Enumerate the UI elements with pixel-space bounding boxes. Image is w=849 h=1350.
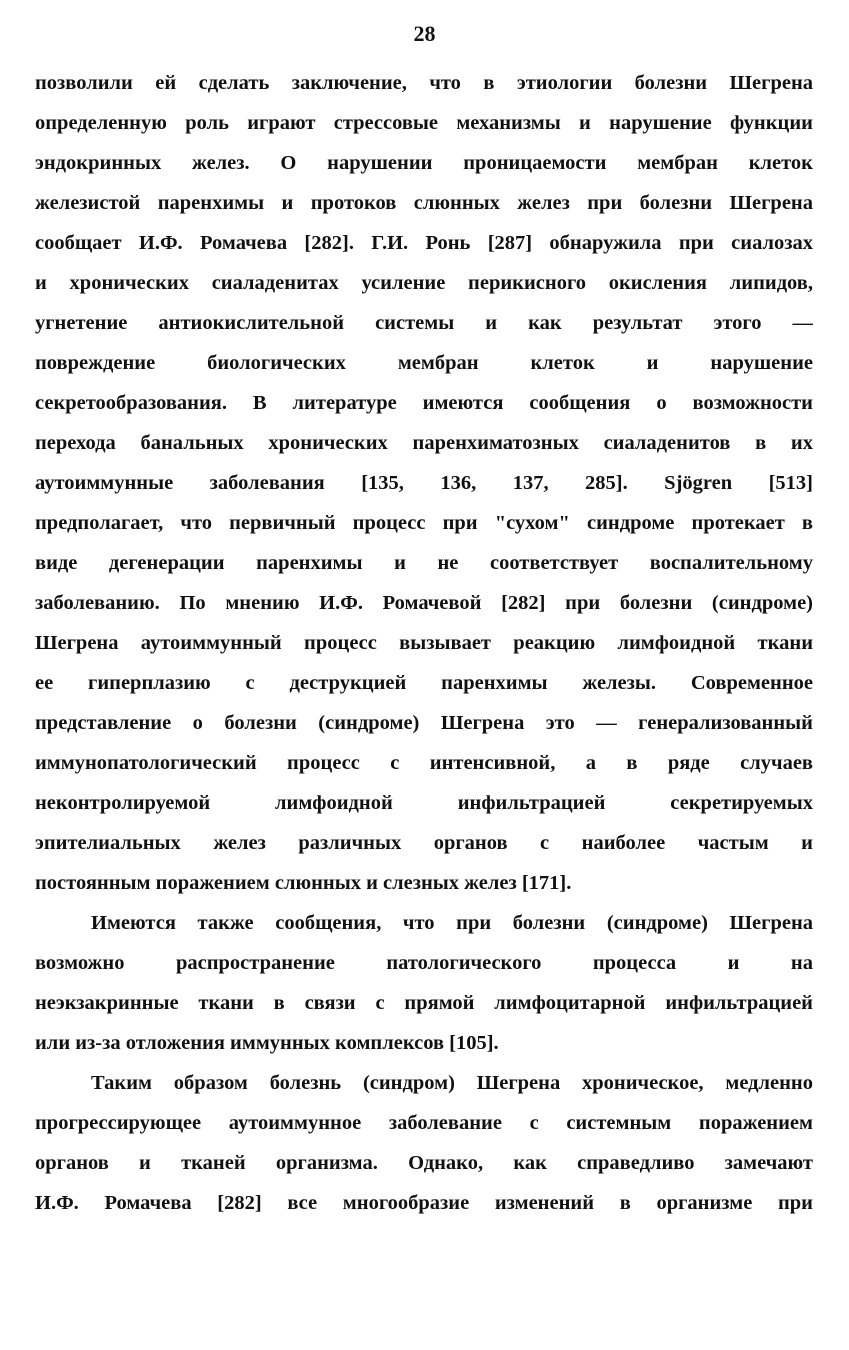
text-line: угнетение антиокислительной системы и как результат этого —: [35, 312, 813, 334]
text-line: аутоиммунные заболевания [135, 136, 137, 285]. Sjögren [513]: [35, 472, 813, 494]
text-line: неэкзакринные ткани в связи с прямой лимфоцитарной инфильтрацией: [35, 992, 813, 1014]
text-line: эпителиальных желез различных органов с наиболее частым и: [35, 832, 813, 854]
page-number: 28: [413, 21, 436, 46]
paragraph: [35, 63, 813, 903]
text-line: постоянным поражением слюнных и слезных желез [171].: [35, 872, 572, 894]
text-line: железистой паренхимы и протоков слюнных желез при болезни Шегрена: [35, 192, 813, 214]
text-line: органов и тканей организма. Однако, как справедливо замечают: [35, 1152, 813, 1174]
text-line: предполагает, что первичный процесс при "сухом" синдроме протекает в: [35, 512, 813, 534]
text-line: сообщает И.Ф. Ромачева [282]. Г.И. Ронь [287] обнаружила при сиалозах: [35, 232, 813, 254]
text-line: возможно распространение патологического процесса и на: [35, 952, 813, 974]
text-line: прогрессирующее аутоиммунное заболевание с системным поражением: [35, 1112, 813, 1134]
text-line: перехода банальных хронических паренхиматозных сиаладенитов в их: [35, 432, 813, 454]
paragraph: [35, 903, 813, 1063]
text-line: неконтролируемой лимфоидной инфильтрацией секретируемых: [35, 792, 813, 814]
text-line: и хронических сиаладенитах усиление перикисного окисления липидов,: [35, 272, 813, 294]
text-line: виде дегенерации паренхимы и не соответствует воспалительному: [35, 552, 813, 574]
text-line: И.Ф. Ромачева [282] все многообразие изменений в организме при: [35, 1192, 813, 1214]
text-line: позволили ей сделать заключение, что в этиологии болезни Шегрена: [35, 72, 813, 94]
paragraph: [35, 1063, 813, 1223]
text-line: Шегрена аутоиммунный процесс вызывает реакцию лимфоидной ткани: [35, 632, 813, 654]
text-line: секретообразования. В литературе имеются сообщения о возможности: [35, 392, 813, 414]
text-line: иммунопатологический процесс с интенсивной, а в ряде случаев: [35, 752, 813, 774]
text-line: Таким образом болезнь (синдром) Шегрена хроническое, медленно: [91, 1072, 813, 1094]
text-line: эндокринных желез. О нарушении проницаемости мембран клеток: [35, 152, 813, 174]
text-line: заболеванию. По мнению И.Ф. Ромачевой [282] при болезни (синдроме): [35, 592, 813, 614]
text-line: представление о болезни (синдроме) Шегрена это — генерализованный: [35, 712, 813, 734]
text-line: Имеются также сообщения, что при болезни (синдроме) Шегрена: [91, 912, 813, 934]
text-line: повреждение биологических мембран клеток и нарушение: [35, 352, 813, 374]
text-line: ее гиперплазию с деструкцией паренхимы железы. Современное: [35, 672, 813, 694]
text-line: определенную роль играют стрессовые механизмы и нарушение функции: [35, 112, 813, 134]
text-line: или из-за отложения иммунных комплексов [105].: [35, 1032, 499, 1054]
body-text: [35, 63, 813, 1223]
